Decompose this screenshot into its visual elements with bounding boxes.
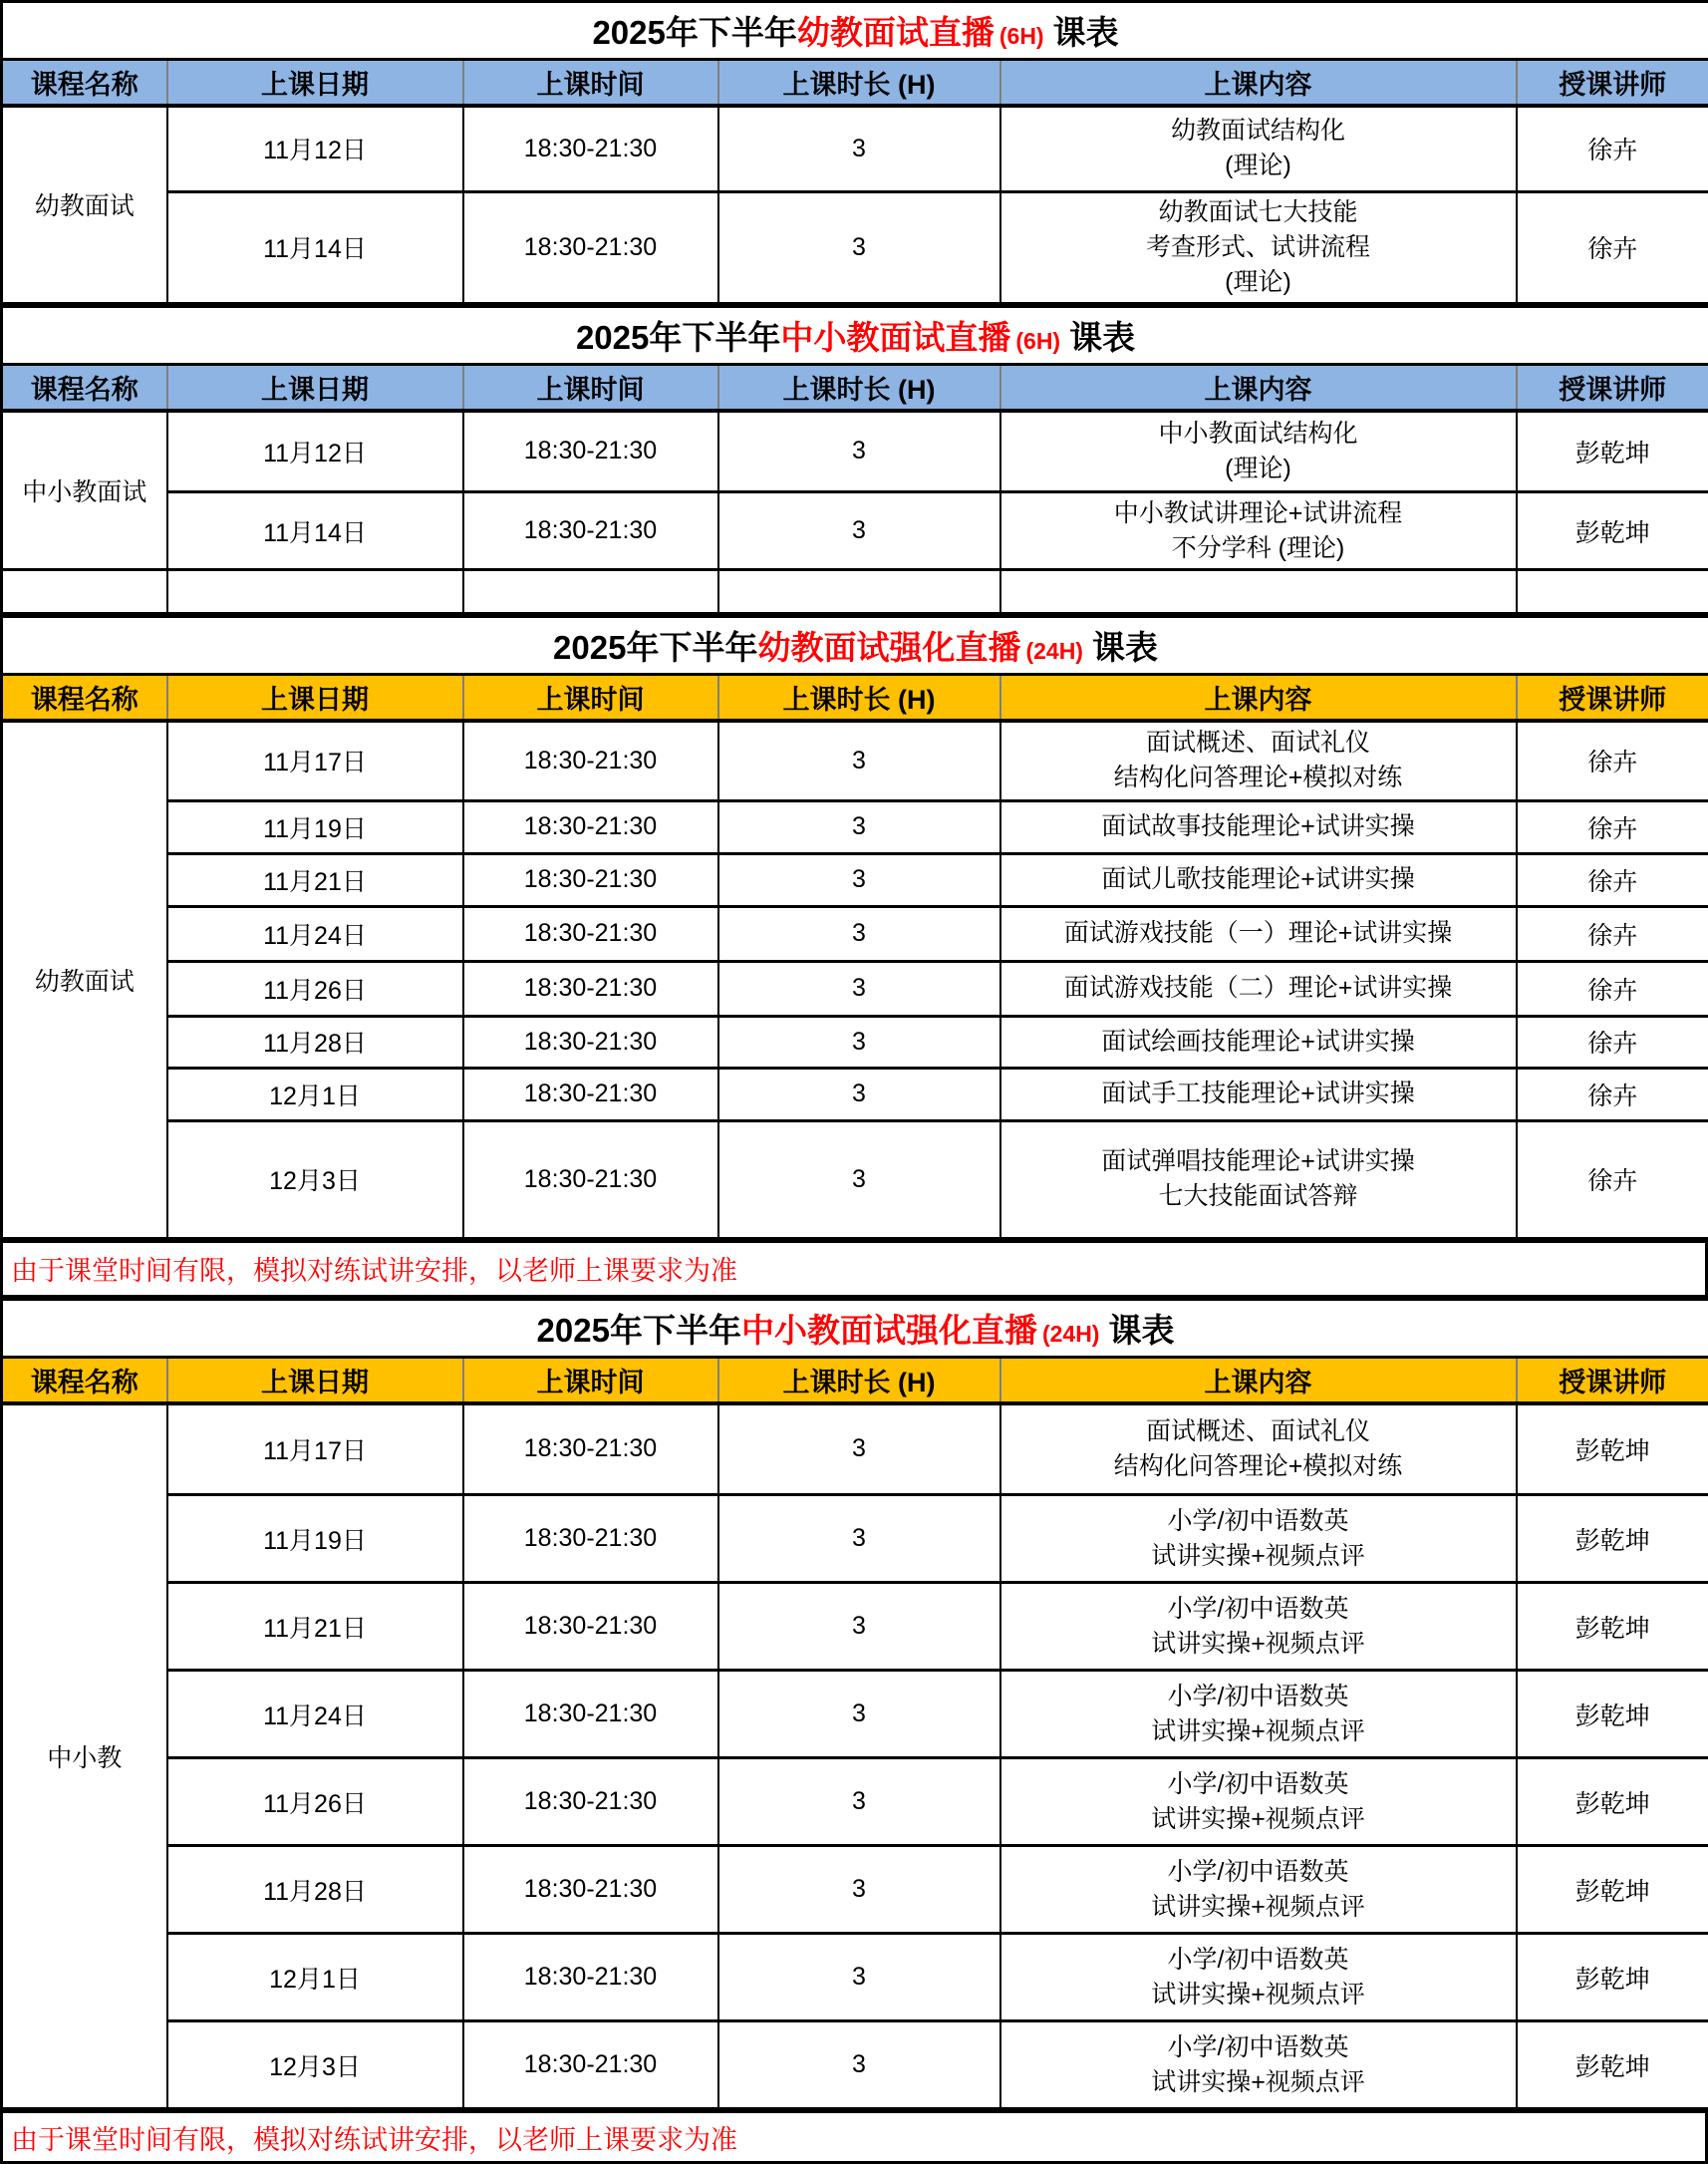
course-cell: 中小教面试 — [2, 411, 167, 570]
duration-cell: 3 — [718, 961, 1000, 1016]
time-cell: 18:30-21:30 — [463, 853, 718, 906]
content-line: 面试概述、面试礼仪 — [1005, 726, 1512, 761]
content-cell — [1000, 1583, 1517, 1671]
header-row — [2, 60, 1708, 107]
title-hours: (24H) — [1025, 638, 1083, 664]
duration-cell: 3 — [718, 1403, 1000, 1495]
time-cell: 18:30-21:30 — [463, 1495, 718, 1583]
content-line: 面试手工技能理论+试讲实操 — [1005, 1077, 1512, 1111]
date-cell: 11月24日 — [167, 906, 463, 961]
title-highlight: 幼教面试直播 — [797, 14, 995, 51]
duration-cell: 3 — [718, 1120, 1000, 1238]
duration-cell: 3 — [718, 1068, 1000, 1120]
duration-cell: 3 — [718, 411, 1000, 492]
time-cell: 18:30-21:30 — [463, 191, 718, 303]
title-suffix: 课表 — [1092, 629, 1158, 666]
empty-cell — [463, 570, 718, 614]
content-line: (理论) — [1005, 452, 1512, 486]
table-row — [2, 1016, 1708, 1068]
content-cell — [1000, 492, 1517, 570]
duration-cell: 3 — [718, 1016, 1000, 1068]
time-cell: 18:30-21:30 — [463, 721, 718, 800]
time-cell: 18:30-21:30 — [463, 906, 718, 961]
title-prefix: 2025年下半年 — [592, 14, 796, 51]
table-row — [2, 2021, 1708, 2109]
date-cell: 11月28日 — [167, 1846, 463, 1934]
duration-cell: 3 — [718, 492, 1000, 570]
content-line: 试讲实操+视频点评 — [1005, 2065, 1512, 2100]
teacher-cell: 徐卉 — [1517, 1068, 1708, 1120]
schedule-note: 由于课堂时间有限，模拟对练试讲安排，以老师上课要求为准 — [0, 1240, 1708, 1298]
content-cell — [1000, 1495, 1517, 1583]
title-prefix: 2025年下半年 — [553, 629, 757, 666]
time-cell: 18:30-21:30 — [463, 1846, 718, 1934]
content-cell — [1000, 1758, 1517, 1846]
col-header-teacher: 授课讲师 — [1517, 675, 1708, 722]
table-row — [2, 1671, 1708, 1758]
table-row — [2, 1495, 1708, 1583]
col-header-time: 上课时间 — [463, 675, 718, 722]
content-line: 面试概述、面试礼仪 — [1005, 1414, 1512, 1449]
content-cell — [1000, 800, 1517, 853]
content-line: 小学/初中语数英 — [1005, 1855, 1512, 1890]
content-line: 结构化问答理论+模拟对练 — [1005, 1449, 1512, 1484]
section-title-row — [2, 1299, 1708, 1357]
title-suffix: 课表 — [1053, 14, 1119, 51]
content-line: 面试弹唱技能理论+试讲实操 — [1005, 1144, 1512, 1179]
section-title — [2, 1299, 1708, 1357]
teacher-cell: 徐卉 — [1517, 721, 1708, 800]
teacher-cell: 彭乾坤 — [1517, 1846, 1708, 1934]
content-cell — [1000, 906, 1517, 961]
content-line: 幼教面试结构化 — [1005, 114, 1512, 149]
col-header-course: 课程名称 — [2, 1357, 167, 1403]
empty-cell — [2, 570, 167, 614]
table-row — [2, 906, 1708, 961]
content-line: 考查形式、试讲流程 — [1005, 230, 1512, 265]
content-cell — [1000, 1120, 1517, 1238]
duration-cell: 3 — [718, 721, 1000, 800]
section-title — [2, 2, 1708, 60]
content-cell — [1000, 2021, 1517, 2109]
empty-cell — [718, 570, 1000, 614]
col-header-date: 上课日期 — [167, 1357, 463, 1403]
content-cell — [1000, 106, 1517, 191]
content-line: 试讲实操+视频点评 — [1005, 1539, 1512, 1574]
content-cell — [1000, 1068, 1517, 1120]
date-cell: 12月1日 — [167, 1068, 463, 1120]
time-cell: 18:30-21:30 — [463, 1583, 718, 1671]
empty-row — [2, 570, 1708, 614]
content-line: 面试儿歌技能理论+试讲实操 — [1005, 862, 1512, 897]
duration-cell: 3 — [718, 1846, 1000, 1934]
title-highlight: 中小教面试直播 — [780, 319, 1010, 356]
col-header-teacher: 授课讲师 — [1517, 364, 1708, 411]
teacher-cell: 徐卉 — [1517, 106, 1708, 191]
time-cell: 18:30-21:30 — [463, 961, 718, 1016]
time-cell: 18:30-21:30 — [463, 492, 718, 570]
date-cell: 11月14日 — [167, 191, 463, 303]
col-header-date: 上课日期 — [167, 60, 463, 107]
table-row — [2, 191, 1708, 303]
col-header-content: 上课内容 — [1000, 364, 1517, 411]
section-title — [2, 617, 1708, 675]
duration-cell: 3 — [718, 800, 1000, 853]
col-header-date: 上课日期 — [167, 675, 463, 722]
col-header-content: 上课内容 — [1000, 1357, 1517, 1403]
course-cell: 幼教面试 — [2, 721, 167, 1238]
teacher-cell: 彭乾坤 — [1517, 1758, 1708, 1846]
table-row — [2, 106, 1708, 191]
schedule-table-zhongxiaojiao-intensive-24h — [0, 1298, 1708, 2111]
time-cell: 18:30-21:30 — [463, 1934, 718, 2021]
content-line: 面试绘画技能理论+试讲实操 — [1005, 1025, 1512, 1060]
date-cell: 12月1日 — [167, 1934, 463, 2021]
teacher-cell: 彭乾坤 — [1517, 1495, 1708, 1583]
time-cell: 18:30-21:30 — [463, 1758, 718, 1846]
date-cell: 11月26日 — [167, 961, 463, 1016]
header-row — [2, 675, 1708, 722]
teacher-cell: 徐卉 — [1517, 800, 1708, 853]
section-title-row — [2, 617, 1708, 675]
duration-cell: 3 — [718, 1583, 1000, 1671]
content-line: 试讲实操+视频点评 — [1005, 1978, 1512, 2012]
table-row — [2, 1403, 1708, 1495]
teacher-cell: 彭乾坤 — [1517, 1403, 1708, 1495]
content-line: 七大技能面试答辩 — [1005, 1179, 1512, 1214]
time-cell: 18:30-21:30 — [463, 1120, 718, 1238]
schedule-note: 由于课堂时间有限，模拟对练试讲安排，以老师上课要求为准 — [0, 2110, 1708, 2164]
teacher-cell: 徐卉 — [1517, 961, 1708, 1016]
content-cell — [1000, 1846, 1517, 1934]
content-line: 试讲实操+视频点评 — [1005, 1802, 1512, 1837]
col-header-content: 上课内容 — [1000, 675, 1517, 722]
content-line: 中小教试讲理论+试讲流程 — [1005, 496, 1512, 531]
col-header-time: 上课时间 — [463, 364, 718, 411]
duration-cell: 3 — [718, 1671, 1000, 1758]
col-header-date: 上课日期 — [167, 364, 463, 411]
content-line: 面试故事技能理论+试讲实操 — [1005, 809, 1512, 844]
teacher-cell: 徐卉 — [1517, 191, 1708, 303]
date-cell: 11月14日 — [167, 492, 463, 570]
col-header-duration: 上课时长 (H) — [718, 364, 1000, 411]
schedule-table-youjiao-intensive-24h — [0, 615, 1708, 1240]
time-cell: 18:30-21:30 — [463, 1403, 718, 1495]
content-line: 试讲实操+视频点评 — [1005, 1627, 1512, 1662]
date-cell: 11月26日 — [167, 1758, 463, 1846]
teacher-cell: 徐卉 — [1517, 906, 1708, 961]
col-header-course: 课程名称 — [2, 364, 167, 411]
table-row — [2, 1583, 1708, 1671]
col-header-duration: 上课时长 (H) — [718, 60, 1000, 107]
content-line: 小学/初中语数英 — [1005, 1767, 1512, 1802]
date-cell: 11月17日 — [167, 721, 463, 800]
col-header-teacher: 授课讲师 — [1517, 60, 1708, 107]
table-row — [2, 492, 1708, 570]
content-line: 面试游戏技能（一）理论+试讲实操 — [1005, 916, 1512, 951]
teacher-cell: 徐卉 — [1517, 1120, 1708, 1238]
content-cell — [1000, 1934, 1517, 2021]
table-row — [2, 411, 1708, 492]
date-cell: 11月12日 — [167, 411, 463, 492]
title-hours: (6H) — [1015, 328, 1060, 354]
empty-cell — [167, 570, 463, 614]
empty-cell — [1517, 570, 1708, 614]
content-line: 面试游戏技能（二）理论+试讲实操 — [1005, 971, 1512, 1006]
teacher-cell: 徐卉 — [1517, 1016, 1708, 1068]
date-cell: 11月19日 — [167, 1495, 463, 1583]
title-highlight: 中小教面试强化直播 — [741, 1312, 1037, 1349]
content-line: 试讲实操+视频点评 — [1005, 1714, 1512, 1749]
content-cell — [1000, 1403, 1517, 1495]
content-line: (理论) — [1005, 265, 1512, 300]
time-cell: 18:30-21:30 — [463, 800, 718, 853]
time-cell: 18:30-21:30 — [463, 411, 718, 492]
title-highlight: 幼教面试强化直播 — [757, 629, 1020, 666]
header-row — [2, 364, 1708, 411]
section-title — [2, 306, 1708, 364]
teacher-cell: 彭乾坤 — [1517, 1583, 1708, 1671]
content-line: 幼教面试七大技能 — [1005, 195, 1512, 230]
date-cell: 12月3日 — [167, 2021, 463, 2109]
time-cell: 18:30-21:30 — [463, 2021, 718, 2109]
title-prefix: 2025年下半年 — [537, 1312, 741, 1349]
content-line: 中小教面试结构化 — [1005, 417, 1512, 452]
teacher-cell: 徐卉 — [1517, 853, 1708, 906]
table-row — [2, 1934, 1708, 2021]
content-cell — [1000, 1671, 1517, 1758]
col-header-course: 课程名称 — [2, 60, 167, 107]
title-suffix: 课表 — [1108, 1312, 1174, 1349]
content-line: (理论) — [1005, 149, 1512, 183]
duration-cell: 3 — [718, 1934, 1000, 2021]
duration-cell: 3 — [718, 1495, 1000, 1583]
date-cell: 12月3日 — [167, 1120, 463, 1238]
content-line: 小学/初中语数英 — [1005, 1504, 1512, 1539]
date-cell: 11月17日 — [167, 1403, 463, 1495]
schedule-table-zhongxiaojiao-live-6h — [0, 305, 1708, 616]
time-cell: 18:30-21:30 — [463, 1016, 718, 1068]
title-hours: (6H) — [999, 23, 1044, 49]
table-row — [2, 853, 1708, 906]
content-line: 小学/初中语数英 — [1005, 1943, 1512, 1978]
time-cell: 18:30-21:30 — [463, 1068, 718, 1120]
content-line: 小学/初中语数英 — [1005, 2030, 1512, 2065]
col-header-time: 上课时间 — [463, 60, 718, 107]
col-header-teacher: 授课讲师 — [1517, 1357, 1708, 1403]
table-row — [2, 1120, 1708, 1238]
content-line: 结构化问答理论+模拟对练 — [1005, 761, 1512, 795]
empty-cell — [1000, 570, 1517, 614]
date-cell: 11月21日 — [167, 853, 463, 906]
table-row — [2, 961, 1708, 1016]
title-suffix: 课表 — [1069, 319, 1135, 356]
time-cell: 18:30-21:30 — [463, 106, 718, 191]
course-cell: 中小教 — [2, 1403, 167, 2109]
col-header-duration: 上课时长 (H) — [718, 675, 1000, 722]
teacher-cell: 彭乾坤 — [1517, 492, 1708, 570]
date-cell: 11月21日 — [167, 1583, 463, 1671]
teacher-cell: 彭乾坤 — [1517, 411, 1708, 492]
section-title-row — [2, 306, 1708, 364]
content-cell — [1000, 853, 1517, 906]
duration-cell: 3 — [718, 906, 1000, 961]
time-cell: 18:30-21:30 — [463, 1671, 718, 1758]
title-hours: (24H) — [1042, 1321, 1100, 1347]
content-cell — [1000, 191, 1517, 303]
content-cell — [1000, 1016, 1517, 1068]
content-cell — [1000, 721, 1517, 800]
duration-cell: 3 — [718, 106, 1000, 191]
teacher-cell: 彭乾坤 — [1517, 2021, 1708, 2109]
table-row — [2, 1846, 1708, 1934]
col-header-course: 课程名称 — [2, 675, 167, 722]
date-cell: 11月12日 — [167, 106, 463, 191]
duration-cell: 3 — [718, 1758, 1000, 1846]
duration-cell: 3 — [718, 191, 1000, 303]
content-line: 不分学科 (理论) — [1005, 531, 1512, 566]
content-line: 小学/初中语数英 — [1005, 1680, 1512, 1714]
title-prefix: 2025年下半年 — [576, 319, 780, 356]
content-line: 小学/初中语数英 — [1005, 1592, 1512, 1627]
col-header-duration: 上课时长 (H) — [718, 1357, 1000, 1403]
course-cell: 幼教面试 — [2, 106, 167, 303]
date-cell: 11月24日 — [167, 1671, 463, 1758]
section-title-row — [2, 2, 1708, 60]
header-row — [2, 1357, 1708, 1403]
date-cell: 11月19日 — [167, 800, 463, 853]
table-row — [2, 800, 1708, 853]
table-row — [2, 721, 1708, 800]
content-cell — [1000, 411, 1517, 492]
schedule-table-youjiao-live-6h — [0, 0, 1708, 305]
duration-cell: 3 — [718, 2021, 1000, 2109]
duration-cell: 3 — [718, 853, 1000, 906]
date-cell: 11月28日 — [167, 1016, 463, 1068]
table-row — [2, 1068, 1708, 1120]
teacher-cell: 彭乾坤 — [1517, 1671, 1708, 1758]
teacher-cell: 彭乾坤 — [1517, 1934, 1708, 2021]
col-header-content: 上课内容 — [1000, 60, 1517, 107]
content-cell — [1000, 961, 1517, 1016]
col-header-time: 上课时间 — [463, 1357, 718, 1403]
content-line: 试讲实操+视频点评 — [1005, 1890, 1512, 1925]
table-row — [2, 1758, 1708, 1846]
